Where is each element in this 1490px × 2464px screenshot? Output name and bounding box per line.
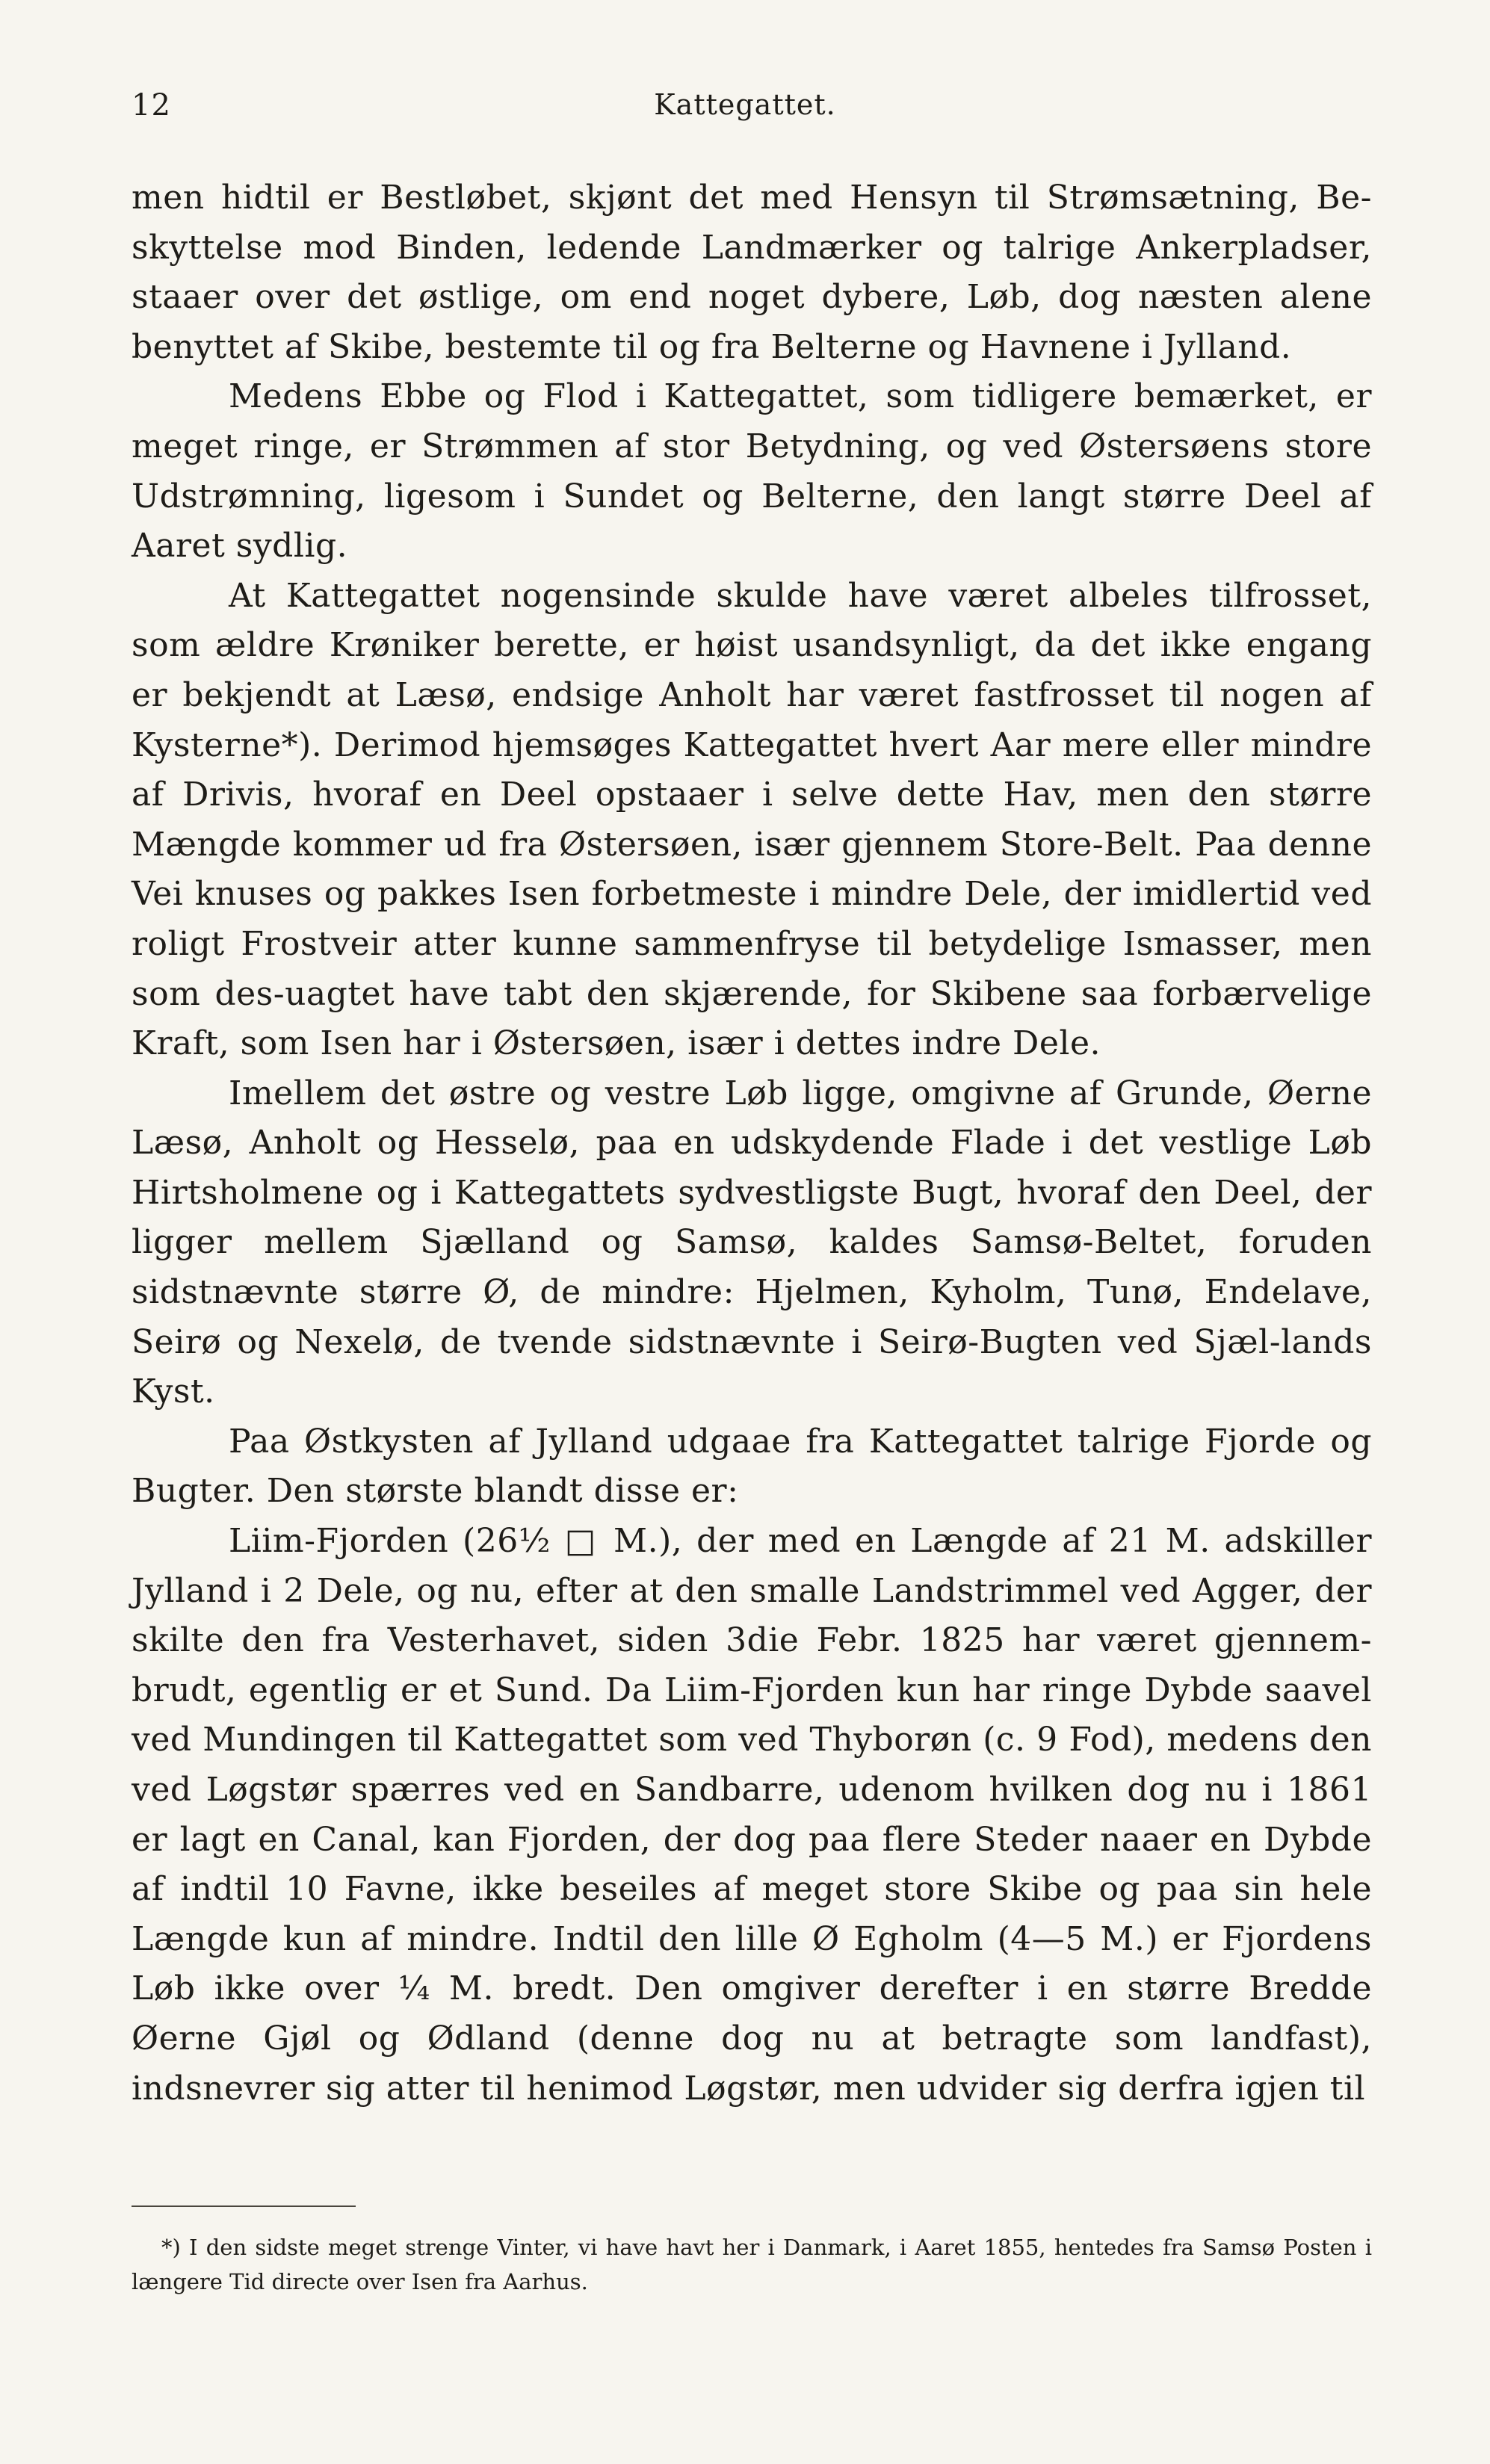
page-header [132,88,1358,133]
page-number: 12 [132,88,171,123]
paragraph-4: Imellem det østre og vestre Løb ligge, omgivne af Grunde, Øerne Læsø, Anholt og Hesselø, paa en udskydende Flade i det vestlige Løb Hirtsholmene og i Kattegattets sydvestligste Bugt, hvoraf den Deel, der ligger mellem Sjælland og Samsø, kaldes Samsø-Beltet, foruden sidstnævnte større Ø, de mindre: Hjelmen, Kyholm, Tunø, Endelave, Seirø og Nexelø, de tvende sidstnævnte i Seirø-Bugten ved Sjæl-lands Kyst. [132,1074,1372,1411]
paragraph-1: men hidtil er Bestløbet, skjønt det med Hensyn til Strømsætning, Be-skyttelse mod Binden, ledende Landmærker og talrige Ankerpladser, staaer over det østlige, om end noget dybere, Løb, dog næsten alene benyttet af Skibe, bestemte til og fra Belterne og Havnene i Jylland. [132,179,1372,366]
paragraph-3: At Kattegattet nogensinde skulde have været albeles tilfrosset, som ældre Krøniker berette, er høist usandsynligt, da det ikke engang er bekjendt at Læsø, endsige Anholt har været fastfrosset til nogen af Kysterne*). Derimod hjemsøges Kattegattet hvert Aar mere eller mindre af Drivis, hvoraf en Deel opstaaer i selve dette Hav, men den større Mængde kommer ud fra Østersøen, især gjennem Store-Belt. Paa denne Vei knuses og pakkes Isen forbetmeste i mindre Dele, der imidlertid ved roligt Frostveir atter kunne sammenfryse til betydelige Ismasser, men som des-uagtet have tabt den skjærende, for Skibene saa forbærvelige Kraft, som Isen har i Østersøen, især i dettes indre Dele. [132,576,1372,1063]
paragraph-5: Paa Østkysten af Jylland udgaae fra Kattegattet talrige Fjorde og Bugter. Den største blandt disse er: [132,1422,1372,1511]
footnote-divider [132,2205,356,2207]
running-title: Kattegattet. [654,88,836,121]
paragraph-2: Medens Ebbe og Flod i Kattegattet, som tidligere bemærket, er meget ringe, er Strømmen af stor Betydning, og ved Østersøens store Udstrømning, ligesom i Sundet og Belterne, den langt større Deel af Aaret sydlig. [132,377,1372,566]
body-text [132,173,1372,2114]
paragraph-6: Liim-Fjorden (26½ □ M.), der med en Længde af 21 M. adskiller Jylland i 2 Dele, og nu, efter at den smalle Landstrimmel ved Agger, der skilte den fra Vesterhavet, siden 3die Febr. 1825 har været gjennem-brudt, egentlig er et Sund. Da Liim-Fjorden kun har ringe Dybde saavel ved Mundingen til Kattegattet som ved Thyborøn (c. 9 Fod), medens den ved Løgstør spærres ved en Sandbarre, udenom hvilken dog nu i 1861 er lagt en Canal, kan Fjorden, der dog paa flere Steder naaer en Dybde af indtil 10 Favne, ikke beseiles af meget store Skibe og paa sin hele Længde kun af mindre. Indtil den lille Ø Egholm (4—5 M.) er Fjordens Løb ikke over ¼ M. bredt. Den omgiver derefter i en større Bredde Øerne Gjøl og Ødland (denne dog nu at betragte som landfast), indsnevrer sig atter til henimod Løgstør, men udvider sig derfra igjen til [132,1522,1372,2108]
footnote: *) I den sidste meget strenge Vinter, vi have havt her i Danmark, i Aaret 1855, hentedes fra Samsø Posten i længere Tid directe over Isen fra Aarhus. [132,2235,1372,2294]
